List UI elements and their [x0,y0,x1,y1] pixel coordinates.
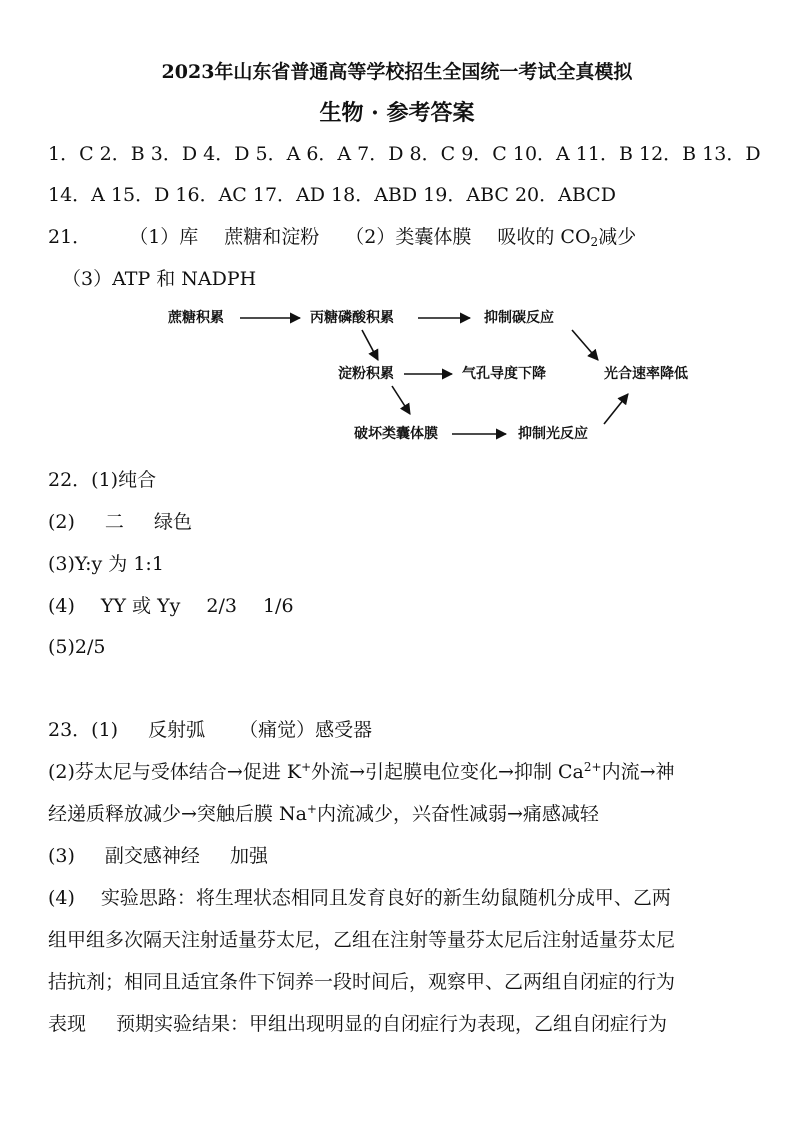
q23-line-8: 表现 预期实验结果：甲组出现明显的自闭症行为表现，乙组自闭症行为 [48,1013,668,1035]
q21-line-1 [48,225,636,249]
q21-part-2-answer: 吸收的 $CO_2$减少 [497,226,637,249]
q22-line-2: (2) 二 绿色 [48,511,192,533]
diagram-node-inhibit-light: 抑制光反应 [518,426,588,442]
diagram-node-triose: 丙糖磷酸积累 [310,310,394,326]
arrow-triose-to-starch [362,330,378,360]
arrow-inhibit-light-to-photo-rate [604,394,628,424]
q23-line-1: 23．(1) 反射弧 （痛觉）感受器 [48,719,373,741]
q21-part-2: （2）类囊体膜 [345,226,472,248]
q22-line-4: (4) YY 或 Yy 2/3 1/6 [48,595,294,617]
choice-answers-row-1: 1．C 2．B 3．D 4．D 5．A 6．A 7．D 8．C 9．C 10．A 11．B 12．B 13．D [48,143,761,165]
q21-part-3: （3）ATP 和 NADPH [62,268,257,290]
choice-answers-row-2: 14．A 15．D 16．AC 17．AD 18．ABD 19．ABC 20．ABCD [48,184,616,206]
q23-line-4: (3) 副交感神经 加强 [48,845,268,867]
document-title: 2023年山东省普通高等学校招生全国统一考试全真模拟 [161,61,633,83]
arrow-inhibit-carbon-to-photo-rate [572,330,598,360]
q23-line-5: (4) 实验思路：将生理状态相同且发育良好的新生幼鼠随机分成甲、乙两 [48,887,671,909]
q22-line-5: (5)2/5 [48,636,106,658]
q22-line-1: 22．(1)纯合 [48,469,157,491]
q23-line-3: 经递质释放减少→突触后膜 Na+内流减少，兴奋性减弱→痛感减轻 [48,802,599,825]
q22-line-3: (3)Y:y 为 1:1 [48,553,164,575]
diagram-node-inhibit-carbon: 抑制碳反应 [484,310,554,326]
q21-part-1-answer: 蔗糖和淀粉 [224,226,320,248]
diagram-node-sucrose: 蔗糖积累 [168,310,224,326]
arrow-starch-to-destroy-thylakoid [392,386,410,414]
q21-number: 21． [48,226,92,248]
diagram-node-starch: 淀粉积累 [338,366,394,382]
diagram-node-photo-rate: 光合速率降低 [604,366,688,382]
diagram-node-destroy-thylakoid: 破坏类囊体膜 [354,426,438,442]
q21-part-1: （1）库 [129,226,199,248]
diagram-node-stomata: 气孔导度下降 [462,366,546,382]
q23-line-2: (2)芬太尼与受体结合→促进 K+外流→引起膜电位变化→抑制 $Ca^{2+}$内流→神 [48,760,675,783]
q23-line-7: 拮抗剂；相同且适宜条件下饲养一段时间后，观察甲、乙两组自闭症的行为 [48,971,676,993]
document-subtitle: 生物 · 参考答案 [319,100,475,126]
q23-line-6: 组甲组多次隔天注射适量芬太尼，乙组在注射等量芬太尼后注射适量芬太尼 [48,929,676,951]
